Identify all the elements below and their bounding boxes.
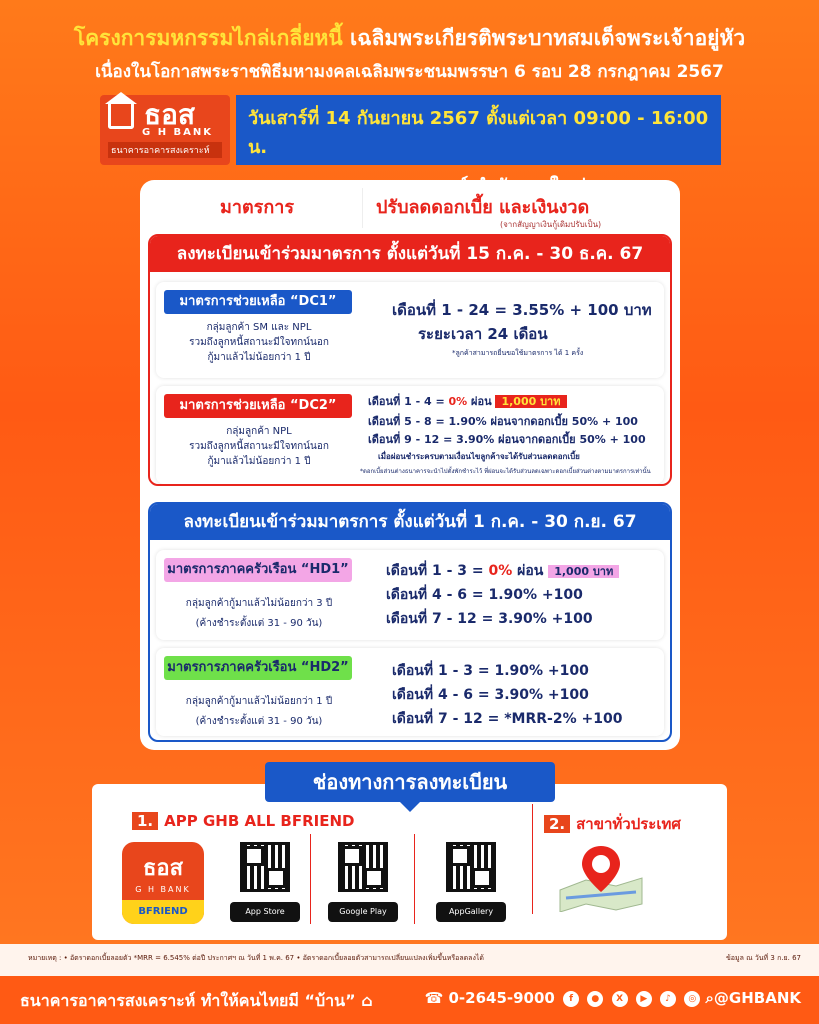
- desc-dc1-line1: กลุ่มลูกค้า SM และ NPL: [206, 322, 312, 333]
- channel-app-number: 1.: [132, 812, 158, 830]
- row-hd2: [156, 648, 664, 736]
- channel-branch-label: สาขาทั่วประเทศ: [576, 815, 681, 833]
- app-icon-bfriend: BFRIEND: [122, 900, 204, 924]
- section-dc-bar: ลงทะเบียนเข้าร่วมมาตรการ ตั้งแต่วันที่ 15 ก.ค. - 30 ธ.ค. 67: [150, 236, 670, 272]
- channel-app-title: [132, 812, 355, 830]
- measures-card: [140, 180, 680, 750]
- qr-code-appstore-icon[interactable]: [240, 842, 290, 892]
- slogan: [20, 989, 373, 1014]
- header-title: [0, 22, 819, 55]
- line-icon[interactable]: ●: [587, 991, 603, 1007]
- dc2-rate-line2: เดือนที่ 5 - 8 = 1.90% ผ่อนจากดอกเบี้ย 50% + 100: [368, 415, 638, 428]
- channel-branch-number: 2.: [544, 815, 570, 833]
- dc2-note: *ดอกเบี้ยส่วนต่างธนาคารจะนำไปตั้งพักชำระไว้ ที่ผ่อนจะได้รับส่วนลดเฉพาะดอกเบี้ยส่วนต่างตามมาตรการเท่านั้น: [360, 468, 651, 475]
- youtube-icon[interactable]: ▶: [636, 991, 652, 1007]
- hd1-r1-amount: 1,000 บาท: [548, 565, 619, 578]
- header-subtitle: เนื่องในโอกาสพระราชพิธีมหามงคลเฉลิมพระชนมพรรษา 6 รอบ 28 กรกฎาคม 2567: [95, 62, 724, 82]
- tag-hd2: มาตรการภาคครัวเรือน “HD2”: [164, 656, 352, 680]
- desc-hd2-line1: กลุ่มลูกค้ากู้มาแล้วไม่น้อยกว่า 1 ปี: [185, 696, 333, 707]
- desc-dc2-line2: รวมถึงลูกหนี้สถานะมีใจทกน์นอก: [189, 441, 329, 452]
- contact: [425, 989, 801, 1007]
- phone-number[interactable]: 0-2645-9000: [448, 989, 555, 1007]
- footnote-left: หมายเหตุ : • อัตราดอกเบี้ยลอยตัว *MRR = 6.545% ต่อปี ประกาศฯ ณ วันที่ 1 พ.ค. 67 • อัตราดอกเบี้ยลอยตัวสามารถเปลี่ยนแปลงเพิ่มขึ้นหรือลดลงได้: [28, 954, 484, 962]
- dc2-r1-a: เดือนที่ 1 - 4 =: [368, 395, 449, 408]
- app-icon-brand: ธอส: [142, 856, 184, 881]
- section-hd-bar: ลงทะเบียนเข้าร่วมมาตรการ ตั้งแต่วันที่ 1 ก.ค. - 30 ก.ย. 67: [150, 504, 670, 540]
- map-pin-icon: [556, 842, 646, 912]
- googleplay-badge[interactable]: Google Play: [328, 902, 398, 922]
- desc-hd1-line2: (ค้างชำระตั้งแต่ 31 - 90 วัน): [195, 618, 323, 629]
- hd2-rate-line1: เดือนที่ 1 - 3 = 1.90% +100: [392, 663, 589, 679]
- tag-hd1: มาตรการภาคครัวเรือน “HD1”: [164, 558, 352, 582]
- hd2-rate-line3: เดือนที่ 7 - 12 = *MRR-2% +100: [392, 711, 623, 727]
- bottom-bar: [0, 976, 819, 1024]
- hd1-rate-line2: เดือนที่ 4 - 6 = 1.90% +100: [386, 587, 583, 603]
- hd1-rate-line1: [386, 560, 619, 582]
- row-dc2: [156, 386, 664, 484]
- tiktok-icon[interactable]: ♪: [660, 991, 676, 1007]
- logo-sub: ธนาคารอาคารสงเคราะห์: [108, 142, 222, 158]
- hd1-r1-zero: 0%: [488, 563, 513, 579]
- appgallery-badge[interactable]: AppGallery: [436, 902, 506, 922]
- qr-code-appgallery-icon[interactable]: [446, 842, 496, 892]
- desc-dc1-line3: กู้มาแล้วไม่น้อยกว่า 1 ปี: [207, 352, 311, 363]
- column-header-note: (จากสัญญาเงินกู้เดิมปรับเป็น): [500, 220, 602, 229]
- dc1-rate-line2: ระยะเวลา 24 เดือน: [418, 325, 548, 343]
- dc1-note: *ลูกค้าสามารถยื่นขอใช้มาตรการ ได้ 1 ครั้ง: [452, 349, 584, 357]
- hd2-rate-line2: เดือนที่ 4 - 6 = 3.90% +100: [392, 687, 589, 703]
- search-icon[interactable]: ⌕: [705, 989, 714, 1007]
- column-divider: [362, 188, 363, 228]
- ghbank-logo: [100, 95, 230, 165]
- dc1-rate-line1: เดือนที่ 1 - 24 = 3.55% + 100 บาท: [392, 301, 652, 319]
- event-date: วันเสาร์ที่ 14 กันยายน 2567 ตั้งแต่เวลา 09:00 - 16:00 น.: [248, 108, 709, 158]
- tag-dc1: มาตรการช่วยเหลือ “DC1”: [164, 290, 352, 314]
- logo-brand: ธอส: [144, 98, 195, 131]
- column-header-measures: มาตรการ: [220, 197, 295, 218]
- phone-icon: ☎: [424, 989, 449, 1007]
- instagram-icon[interactable]: ◎: [684, 991, 700, 1007]
- desc-dc2: [164, 424, 354, 469]
- desc-dc1-line2: รวมถึงลูกหนี้สถานะมีใจทกน์นอก: [189, 337, 329, 348]
- row-hd1: [156, 550, 664, 640]
- registration-title: ช่องทางการลงทะเบียน: [265, 762, 555, 802]
- dc2-r1-c: ผ่อน: [467, 395, 496, 408]
- facebook-icon[interactable]: f: [563, 991, 579, 1007]
- house-icon: [108, 103, 134, 129]
- home-icon: ⌂: [361, 991, 373, 1010]
- header-title-part-a: โครงการมหกรรมไกล่เกลี่ยหนี้: [73, 26, 343, 50]
- separator: [414, 834, 415, 924]
- x-icon[interactable]: X: [612, 991, 628, 1007]
- separator: [532, 804, 533, 914]
- desc-hd1-line1: กลุ่มลูกค้ากู้มาแล้วไม่น้อยกว่า 3 ปี: [185, 598, 333, 609]
- section-hd: [148, 502, 672, 742]
- section-dc: [148, 234, 672, 486]
- dc2-r1-zero: 0%: [448, 395, 468, 408]
- qr-code-googleplay-icon[interactable]: [338, 842, 388, 892]
- footnote-right: ข้อมูล ณ วันที่ 3 ก.ย. 67: [726, 954, 801, 962]
- hd1-r1-a: เดือนที่ 1 - 3 =: [386, 563, 489, 579]
- channel-branch-title: [544, 812, 681, 836]
- ghb-app-icon[interactable]: [122, 842, 204, 924]
- dc2-rate-line4: เมื่อผ่อนชำระครบตามเงื่อนไขลูกค้าจะได้รับส่วนลดดอกเบี้ย: [378, 452, 580, 461]
- dc2-r1-amount: 1,000 บาท: [495, 395, 566, 408]
- desc-hd2: [164, 692, 354, 732]
- hd1-r1-c: ผ่อน: [512, 563, 549, 579]
- slogan-text: ธนาคารอาคารสงเคราะห์ ทำให้คนไทยมี “บ้าน”: [20, 991, 356, 1010]
- desc-dc2-line3: กู้มาแล้วไม่น้อยกว่า 1 ปี: [207, 456, 311, 467]
- desc-hd2-line2: (ค้างชำระตั้งแต่ 31 - 90 วัน): [195, 716, 323, 727]
- hd1-rate-line3: เดือนที่ 7 - 12 = 3.90% +100: [386, 611, 593, 627]
- dc2-rate-line1: [368, 392, 567, 410]
- column-header-rates: ปรับลดดอกเบี้ย และเงินงวด: [376, 197, 590, 218]
- logo-gh: G H BANK: [142, 127, 214, 138]
- row-dc1: [156, 282, 664, 378]
- desc-dc2-line1: กลุ่มลูกค้า NPL: [226, 426, 292, 437]
- app-icon-gh: G H BANK: [135, 885, 191, 894]
- desc-hd1: [164, 594, 354, 634]
- tag-dc2: มาตรการช่วยเหลือ “DC2”: [164, 394, 352, 418]
- separator: [310, 834, 311, 924]
- dc2-rate-line3: เดือนที่ 9 - 12 = 3.90% ผ่อนจากดอกเบี้ย 50% + 100: [368, 433, 646, 446]
- social-handle[interactable]: @GHBANK: [713, 989, 801, 1007]
- desc-dc1: [164, 320, 354, 365]
- header-title-part-b: เฉลิมพระเกียรติพระบาทสมเด็จพระเจ้าอยู่หัว: [350, 26, 746, 50]
- channel-app-label: APP GHB ALL BFRIEND: [164, 812, 355, 830]
- event-box: [236, 95, 721, 165]
- appstore-badge[interactable]: App Store: [230, 902, 300, 922]
